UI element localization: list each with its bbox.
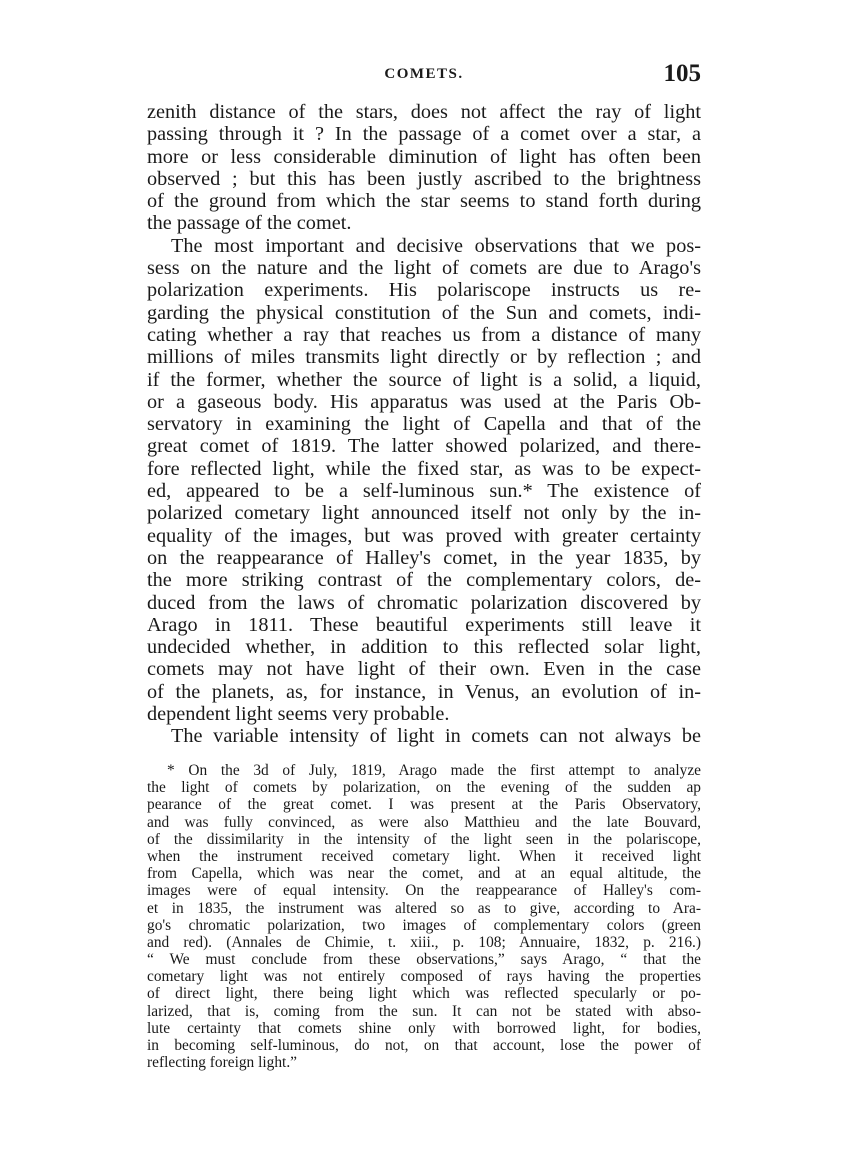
paragraph-start-line: The variable intensity of light in comets can not always be bbox=[171, 725, 701, 748]
footnote-line: pearance of the great comet. I was present at the Paris Observatory, bbox=[147, 796, 701, 814]
text-line: cating whether a ray that reaches us from a distance of many bbox=[147, 323, 701, 346]
footnote-line: and red). (Annales de Chimie, t. xiii., p. 108; Annuaire, 1832, p. 216.) bbox=[147, 933, 701, 951]
text-line: zenith distance of the stars, does not affect the ray of light bbox=[147, 101, 701, 123]
running-header bbox=[147, 60, 701, 100]
text-line: the more striking contrast of the complementary colors, de- bbox=[147, 569, 701, 592]
footnote-line: from Capella, which was near the comet, and at an equal altitude, the bbox=[147, 865, 701, 883]
footnote-line: lute certainty that comets shine only with borrowed light, for bodies, bbox=[147, 1019, 701, 1037]
footnote-line: in becoming self-luminous, do not, on that account, lose the power of bbox=[147, 1037, 701, 1054]
text-line: millions of miles transmits light directly or by reflection ; and bbox=[147, 346, 701, 369]
text-line: equality of the images, but was proved with greater certainty bbox=[147, 524, 701, 547]
text-line: duced from the laws of chromatic polarization discovered by bbox=[147, 591, 701, 614]
footnote-line: cometary light was not entirely composed of rays having the properties bbox=[147, 968, 701, 986]
footnote-line: images were of equal intensity. On the reappearance of Halley's com- bbox=[147, 882, 701, 900]
footnote-line: larized, that is, coming from the sun. It can not be stated with abso- bbox=[147, 1002, 701, 1020]
text-line: ed, appeared to be a self-luminous sun.* The existence of bbox=[147, 480, 701, 503]
text-line: great comet of 1819. The latter showed polarized, and there- bbox=[147, 435, 701, 458]
running-title: COMETS. bbox=[384, 66, 464, 82]
footnote-line: et in 1835, the instrument was altered so as to give, according to Ara- bbox=[147, 899, 701, 917]
paragraph-end-line: the passage of the comet. bbox=[147, 212, 352, 235]
text-line: fore reflected light, while the fixed star, as was to be expect- bbox=[147, 457, 701, 480]
text-line: Arago in 1811. These beautiful experiments still leave it bbox=[147, 613, 701, 636]
page-number: 105 bbox=[663, 60, 701, 87]
text-line: comets may not have light of their own. Even in the case bbox=[147, 658, 701, 681]
paragraph-end-line: dependent light seems very probable. bbox=[147, 703, 450, 726]
text-line: undecided whether, in addition to this reflected solar light, bbox=[147, 636, 701, 659]
text-line: passing through it ? In the passage of a comet over a star, a bbox=[147, 123, 701, 146]
footnote-line: of the dissimilarity in the intensity of the light seen in the polariscope, bbox=[147, 830, 701, 848]
text-line: garding the physical constitution of the Sun and comets, indi- bbox=[147, 301, 701, 324]
footnote-line: “ We must conclude from these observations,” says Arago, “ that the bbox=[147, 951, 701, 969]
main-text bbox=[147, 101, 701, 748]
text-line: more or less considerable diminution of light has often been bbox=[147, 145, 701, 168]
footnote-line: and was fully convinced, as were also Matthieu and the late Bouvard, bbox=[147, 813, 701, 831]
footnote-line: reflecting foreign light.” bbox=[147, 1054, 297, 1072]
footnote-line: of direct light, there being light which was reflected specularly or po- bbox=[147, 985, 701, 1003]
paragraph-start-line: The most important and decisive observations that we pos- bbox=[171, 234, 701, 257]
text-line: observed ; but this has been justly ascribed to the brightness bbox=[147, 167, 701, 190]
text-line: or a gaseous body. His apparatus was used at the Paris Ob- bbox=[147, 390, 701, 413]
text-line: polarization experiments. His polariscope instructs us re- bbox=[147, 279, 701, 302]
footnote-line: * On the 3d of July, 1819, Arago made the first attempt to analyze bbox=[167, 762, 701, 779]
text-line: on the reappearance of Halley's comet, in the year 1835, by bbox=[147, 546, 701, 569]
footnote bbox=[147, 762, 701, 1071]
footnote-line: the light of comets by polarization, on the evening of the sudden ap bbox=[147, 779, 701, 797]
text-line: if the former, whether the source of light is a solid, a liquid, bbox=[147, 368, 701, 391]
text-line: servatory in examining the light of Capella and that of the bbox=[147, 413, 701, 436]
footnote-line: when the instrument received cometary light. When it received light bbox=[147, 847, 701, 865]
footnote-line: go's chromatic polarization, two images of complementary colors (green bbox=[147, 916, 701, 934]
text-line: sess on the nature and the light of comets are due to Arago's bbox=[147, 257, 701, 280]
text-line: of the ground from which the star seems to stand forth during bbox=[147, 190, 701, 213]
text-line: of the planets, as, for instance, in Venus, an evolution of in- bbox=[147, 680, 701, 703]
text-line: polarized cometary light announced itself not only by the in- bbox=[147, 502, 701, 525]
